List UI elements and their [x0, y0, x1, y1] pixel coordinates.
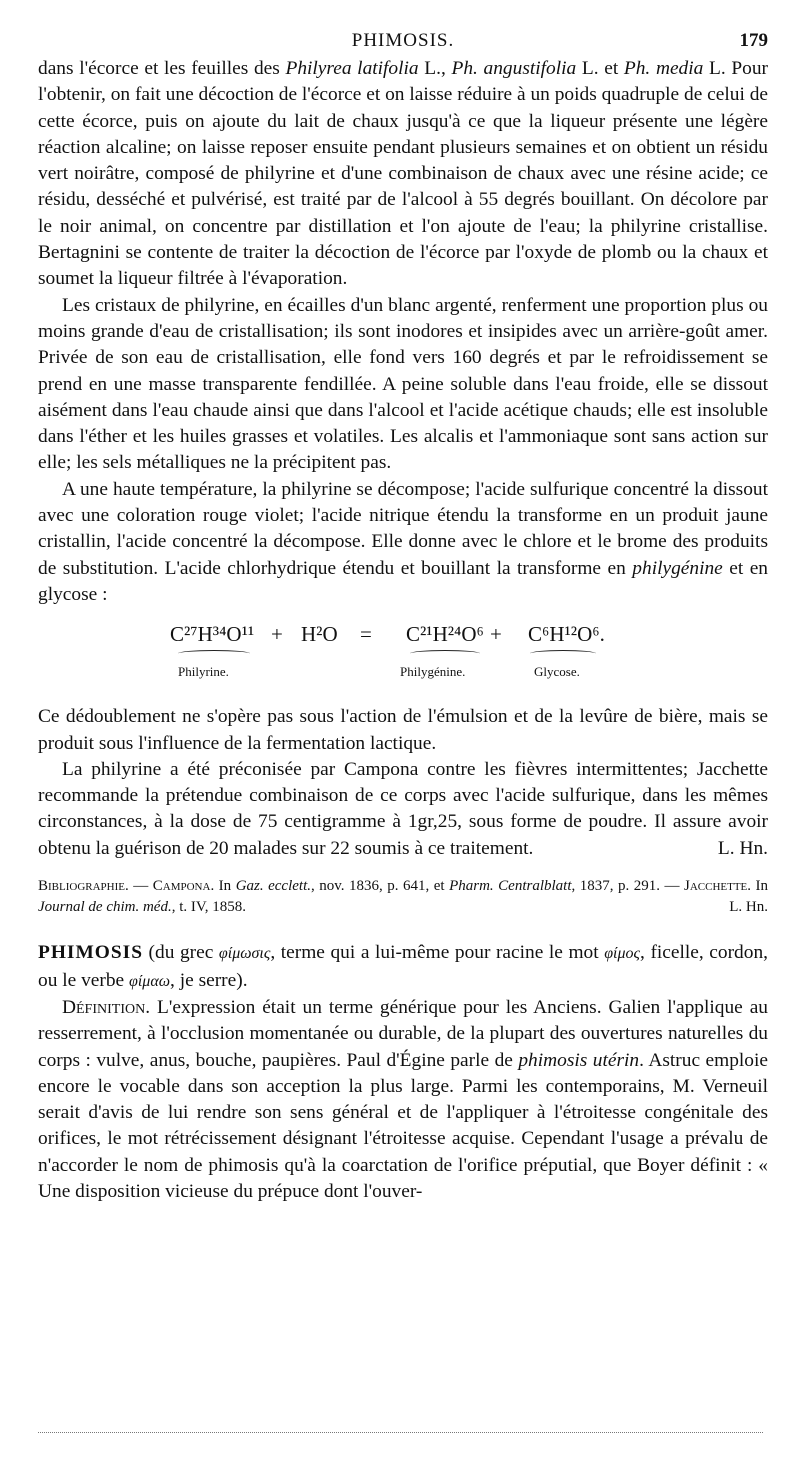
entry-phimosis [38, 940, 768, 995]
text-run: , nov. 1836, p. 641, et [311, 878, 450, 895]
author-name: Campona [152, 878, 211, 895]
paragraph-fermentation: Ce dédoublement ne s'opère pas sous l'action de l'émulsion et de la levûre de bière, mais se produit sous l'influence de la fermentation lactique. [38, 706, 768, 754]
text-run: A une haute température, la philyrine se décompose; l'acide sulfurique concentré la dissout avec une coloration rouge violet; l'acide nitrique étendu la transforme en un produit jaune cristallin, l'acide concentré la décompose. Elle donne avec le chlore et le brome des produits de substitution. L'acide chlorhydrique étendu et bouillant la transforme en [38, 478, 768, 579]
text-run: , ficelle, cordon, ou le verbe [38, 942, 768, 991]
text-run: dans l'écorce et les feuilles des [38, 58, 286, 79]
entry-headword: PHIMOSIS [38, 942, 143, 964]
paragraph-crystals: Les cristaux de philyrine, en écailles d'un blanc argenté, renferment une proportion plus ou moins grande d'eau de cristallisation; ils sont inodores et insipides avec un arrière-goût amer. Privée de son eau de cristallisation, elle fond vers 160 degrés et par le refroidissement se prend en une masse transparente fendillée. A peine soluble dans l'eau froide, elle se dissout aisément dans l'eau chaude ainsi que dans l'alcool et l'acide acétique chauds; elle est insoluble dans l'éther et les huiles grasses et volatiles. Les alcalis et l'ammoniaque sont sans action sur elle; les sels métalliques ne la précipitent pas. [38, 294, 768, 474]
author-name: Jacchette [684, 878, 748, 895]
underbrace [410, 650, 480, 657]
text-run: (du grec [142, 942, 219, 964]
species-name: Ph. media [623, 58, 704, 79]
formula-philygenine: C²¹H²⁴O⁶ [406, 622, 484, 647]
species-name: Ph. angustifolia [451, 58, 577, 79]
author-signature: L. Hn. [717, 838, 768, 860]
journal-title: Pharm. Centralblatt [449, 878, 572, 895]
text-run: et en glycose : [38, 557, 769, 605]
formula-equals: = [360, 622, 372, 647]
species-name: Philyrea latifolia [285, 58, 419, 79]
text-run: L. Pour l'obtenir, on fait une décoction de l'écorce et on laisse réduire à un poids quadruple de celui de cette écorce, puis on ajoute du lait de chaux jusqu'à ce que la liqueur présente une légère réaction alcaline; on laisse reposer ensuite pendant plusieurs semaines et on obtient un résidu vert noirâtre, composé de philyrine et d'une combinaison de chaux avec une résine acide; ce résidu, desséché et pulvérisé, est traité par de l'alcool à 55 degrés bouillant. On décolore par le noir animal, on concentre par distillation et l'on ajoute de l'eau; la philyrine cristallise. Bertagnini se contente de traiter la décoction de l'écorce par l'oxyde de plomb ou la chaux et soumet la liqueur filtrée à l'évaporation. [38, 58, 769, 290]
journal-title: Gaz. ecclett. [235, 878, 311, 895]
text-run: L., [418, 58, 452, 79]
paragraph-preparation [38, 56, 768, 293]
text-run: — [128, 878, 153, 895]
text-run: . Astruc emploie encore le vocable dans son acception la plus large. Parmi les contemporains, M. Verneuil serait d'avis de lui rendre son sens général et de l'appliquer à l'étroitesse congénitale des orifices, le mot rétrécissement désignant l'étroitesse acquise. Cependant l'usage a prévalu de n'accorder le nom de phimosis qu'à la coarctation de l'orifice préputial, que Boyer définit : « Une disposition vicieuse du prépuce dont l'ouver- [38, 1049, 768, 1202]
greek-word: φίμος [604, 945, 641, 963]
text-run: , terme qui a lui-même pour racine le mot [270, 942, 605, 964]
formula-plus: + [271, 622, 283, 647]
paragraph-definition [38, 995, 768, 1205]
formula-plus: + [490, 622, 502, 647]
compound-name: philygénine [632, 557, 723, 579]
underbrace [530, 650, 596, 657]
page-bottom-rule [38, 1432, 763, 1433]
section-label: Définition. [62, 996, 151, 1018]
caption-philygenine: Philygénine. [400, 664, 466, 680]
text-run: L'expression était un terme générique pour les Anciens. Galien l'applique au resserrement, à l'occlusion momentanée ou durable, de la plupart des ouvertures naturelles du corps : vulve, anus, bouche, paupières. Paul d'Égine parle de [38, 996, 768, 1071]
text-run: , t. IV, 1858. [171, 899, 247, 916]
paragraph-decomposition [38, 477, 768, 608]
text-run: L. et [576, 58, 624, 79]
text-run: . In [747, 878, 769, 895]
text-run: . In [210, 878, 236, 895]
bibliography [38, 876, 768, 918]
formula-philyrine: C²⁷H³⁴O¹¹ [170, 622, 255, 647]
underbrace [178, 650, 250, 657]
running-title: PHIMOSIS. [351, 30, 455, 51]
page-number: 179 [739, 30, 768, 51]
caption-philyrine: Philyrine. [178, 664, 229, 680]
text-run: , je serre). [170, 969, 248, 991]
term-italic: phimosis utérin [518, 1049, 640, 1071]
formula-water: H²O [301, 622, 338, 647]
caption-glycose: Glycose. [534, 664, 580, 680]
paragraph-therapeutics: La philyrine a été préconisée par Campona contre les fièvres intermittentes; Jacchette recommande la prétendue combinaison de ce corps avec l'acide sulfurique, dans les mêmes circonstances, à la dose de 75 centigramme à 1gr,25, sous forme de poudre. Il assure avoir obtenu la guérison de 20 malades sur 22 soumis à ce traitement. [38, 758, 768, 859]
running-header [38, 26, 768, 56]
greek-word: φίμωσις [218, 945, 271, 963]
chemical-equation [38, 612, 768, 694]
greek-word: φίμαω [129, 972, 171, 990]
page [38, 26, 768, 1205]
bibliography-signature: L. Hn. [729, 899, 768, 916]
text-run: , 1837, p. 291. — [571, 878, 684, 895]
formula-glycose: C⁶H¹²O⁶. [528, 622, 605, 647]
journal-title: Journal de chim. méd. [38, 899, 172, 916]
bibliography-label: Bibliographie. [38, 878, 129, 895]
